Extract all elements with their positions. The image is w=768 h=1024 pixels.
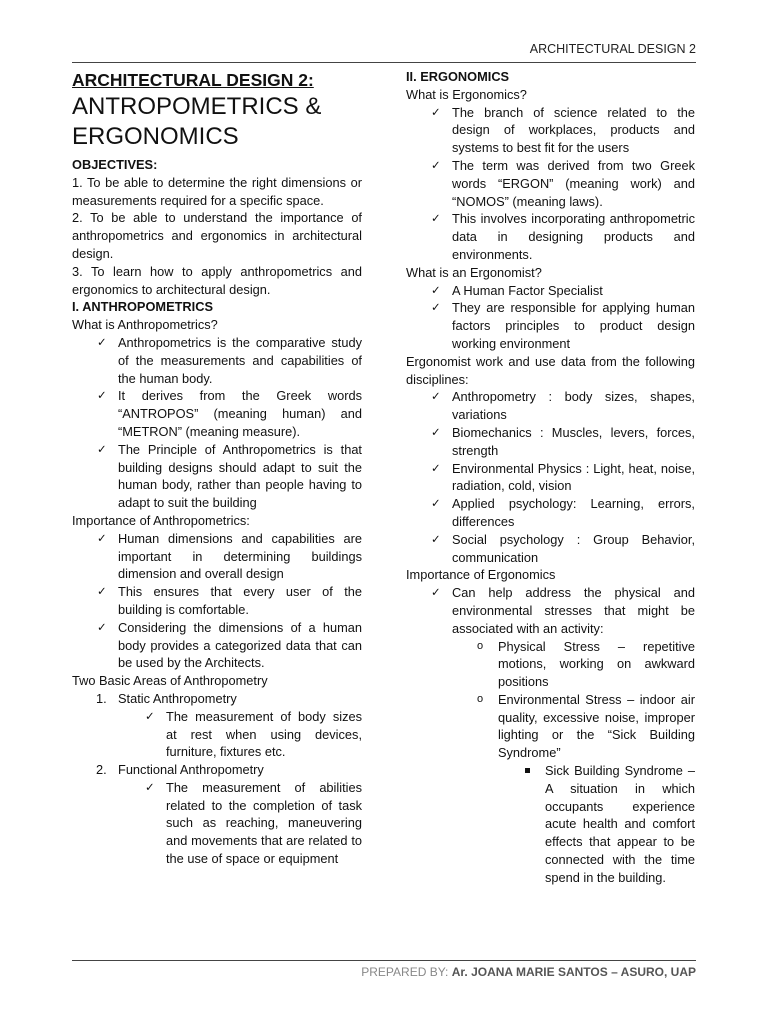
- list-item: ✓ A Human Factor Specialist: [431, 282, 603, 298]
- checkmark-icon: ✓: [431, 282, 441, 297]
- list-item: ✓ Human dimensions and capabilities are important in determining buildings dimension and overall design: [97, 530, 362, 582]
- checkmark-icon: ✓: [431, 157, 441, 172]
- question-heading: Importance of Ergonomics: [406, 567, 556, 583]
- list-item: ✓ This involves incorporating anthropometric data in designing products and environments.: [431, 211, 695, 262]
- list-item: ✓ It derives from the Greek words “ANTROPOS” (meaning human) and “METRON” (meaning measure).: [97, 388, 362, 439]
- checkmark-icon: ✓: [97, 388, 107, 403]
- left-column: [72, 68, 362, 868]
- square-bullet-icon: [525, 768, 530, 773]
- prepared-by-label: PREPARED BY:: [361, 965, 452, 979]
- question-heading: What is Ergonomics?: [406, 86, 527, 102]
- checkmark-icon: ✓: [97, 530, 107, 545]
- checkmark-icon: ✓: [97, 441, 107, 456]
- list-item: ✓ The Principle of Anthropometrics is that building designs should adapt to suit the human body, rather than people having to adapt to suit the building: [97, 441, 362, 511]
- question-heading: Importance of Anthropometrics:: [72, 512, 250, 528]
- running-title: ARCHITECTURAL DESIGN 2: [529, 42, 696, 56]
- list-item: ✓ Biomechanics : Muscles, levers, forces, strength: [431, 424, 695, 458]
- checkmark-icon: ✓: [97, 584, 107, 599]
- disciplines-intro: Ergonomist work and use data from the following disciplines:: [406, 353, 695, 387]
- list-item: ✓ They are responsible for applying human factors principles to product design working environment: [431, 300, 695, 351]
- list-item: ✓ Anthropometry : body sizes, shapes, variations: [431, 389, 695, 423]
- document-subtitle: ANTROPOMETRICS & ERGONOMICS: [72, 93, 322, 150]
- list-item: ✓ Applied psychology: Learning, errors, differences: [431, 496, 695, 529]
- list-item: ✓ The term was derived from two Greek words “ERGON” (meaning work) and “NOMOS” (meaning laws).: [431, 157, 695, 209]
- sub-sub-list-item: Sick Building Syndrome – A situation in which occupants experience acute health and comfort effects that appear to be connected with the time spend in the building.: [545, 762, 695, 887]
- author-name: Ar. JOANA MARIE SANTOS – ASURO, UAP: [451, 965, 696, 979]
- list-item: ✓ Environmental Physics : Light, heat, noise, radiation, cold, vision: [431, 460, 695, 494]
- list-item: ✓ The measurement of body sizes at rest when using devices, furniture, fixtures etc.: [145, 708, 362, 760]
- checkmark-icon: ✓: [431, 211, 441, 226]
- sub-list-item: o Physical Stress – repetitive motions, working on awkward positions: [477, 638, 695, 690]
- page-footer: [72, 960, 696, 979]
- right-column: [406, 68, 695, 887]
- document-title: ARCHITECTURAL DESIGN 2:: [72, 70, 314, 90]
- list-item: ✓ Can help address the physical and environmental stresses that might be associated with an activity: o Physical Stress – repetitive motions, working on awkward positions o Environmental Stress – indoor air quality, excessive noise, improper lighting or the “Sick Building Syndrome” Sick Building Syndrome – A situation in which occupants experience acute health and comfort effects that appear to be connected with the time spend in the building.: [431, 585, 695, 885]
- question-heading: Two Basic Areas of Anthropometry: [72, 673, 268, 689]
- objective-item: 2. To be able to understand the importance of anthropometrics and ergonomics in architectural design.: [72, 210, 362, 261]
- list-item: ✓ Considering the dimensions of a human body provides a categorized data that can be used by the Architects.: [97, 619, 362, 671]
- objective-item: 1. To be able to determine the right dimensions or measurements required for a specific space.: [72, 174, 362, 208]
- sub-list-item: o Environmental Stress – indoor air quality, excessive noise, improper lighting or the “Sick Building Syndrome” Sick Building Syndrome – A situation in which occupants experience acute health and comfort effects that appear to be connected with the time spend in the building.: [477, 691, 695, 885]
- item-number: 2.: [96, 762, 107, 778]
- section-heading-anthropometrics: I. ANTHROPOMETRICS: [72, 299, 214, 315]
- checkmark-icon: ✓: [97, 619, 107, 634]
- checkmark-icon: ✓: [431, 531, 441, 546]
- question-heading: What is Anthropometrics?: [72, 317, 218, 333]
- checkmark-icon: ✓: [431, 104, 441, 119]
- list-item: ✓ Social psychology : Group Behavior, communication: [431, 531, 695, 565]
- checkmark-icon: ✓: [431, 496, 441, 511]
- objectives-heading: OBJECTIVES:: [72, 157, 158, 172]
- list-item: ✓ The branch of science related to the design of workplaces, products and systems to best fit for the users: [431, 104, 695, 156]
- item-number: 1.: [96, 690, 107, 706]
- list-item: ✓ This ensures that every user of the building is comfortable.: [97, 584, 362, 617]
- numbered-item: [96, 761, 362, 868]
- objective-item: 3. To learn how to apply anthropometrics and ergonomics to architectural design.: [72, 263, 362, 297]
- area-name: Functional Anthropometry: [118, 762, 264, 778]
- list-item: ✓ The measurement of abilities related to the completion of task such as reaching, maneuvering and movements that are related to the use of space or equipment: [145, 779, 362, 867]
- checkmark-icon: ✓: [145, 708, 155, 723]
- numbered-item: [96, 690, 362, 761]
- checkmark-icon: ✓: [431, 389, 441, 404]
- circle-bullet-icon: o: [477, 639, 484, 652]
- checkmark-icon: ✓: [431, 424, 441, 439]
- running-header: [72, 42, 696, 63]
- checkmark-icon: ✓: [431, 300, 441, 315]
- checkmark-icon: ✓: [145, 779, 155, 794]
- checkmark-icon: ✓: [431, 585, 441, 600]
- section-heading-ergonomics: II. ERGONOMICS: [406, 69, 510, 84]
- checkmark-icon: ✓: [431, 460, 441, 475]
- question-heading: What is an Ergonomist?: [406, 264, 542, 280]
- circle-bullet-icon: o: [477, 692, 484, 705]
- checkmark-icon: ✓: [97, 334, 107, 349]
- area-name: Static Anthropometry: [118, 690, 237, 706]
- list-item: ✓ Anthropometrics is the comparative study of the measurements and capabilities of the human body.: [97, 334, 362, 386]
